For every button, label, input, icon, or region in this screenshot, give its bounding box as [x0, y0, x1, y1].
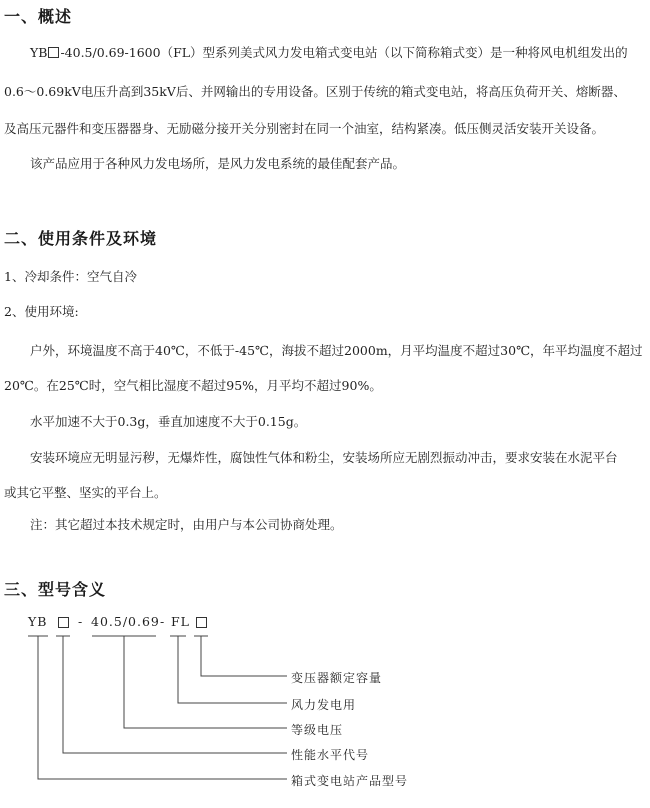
section-heading-conditions: 二、使用条件及环境	[4, 229, 158, 248]
code-fl: FL	[171, 614, 190, 629]
leader-yb	[38, 636, 287, 779]
model-prefix: YB	[30, 45, 48, 60]
overview-paragraph-line-2: 0.6～0.69kV电压升高到35kV后、并网输出的专用设备。区别于传统的箱式变电站，将高压负荷开关、熔断器、	[4, 84, 626, 99]
label-capacity: 变压器额定容量	[291, 671, 383, 685]
install-line-1: 安装环境应无明显污秽，无爆炸性，腐蚀性气体和粉尘，安装场所应无剧烈振动冲击，要求安装在水泥平台	[30, 450, 618, 465]
leader-fl	[178, 636, 287, 703]
cooling-condition: 1、冷却条件：空气自冷	[4, 269, 137, 284]
install-line-2: 或其它平整、坚实的平台上。	[4, 485, 167, 500]
label-performance-code: 性能水平代号	[291, 748, 370, 762]
environment-line-2: 20℃。在25℃时，空气相比湿度不超过95%，月平均不超过90%。	[4, 378, 382, 393]
section-heading-overview: 一、概述	[4, 7, 73, 26]
leader-voltage	[124, 636, 287, 728]
section-heading-model: 三、型号含义	[4, 580, 107, 599]
overview-paragraph-line-3: 及高压元器件和变压器器身、无励磁分接开关分别密封在同一个油室，结构紧凑。低压侧灵活安装开关设备。	[4, 121, 605, 136]
label-wind-power: 风力发电用	[291, 698, 357, 712]
code-yb: YB	[28, 614, 48, 629]
environment-line-1: 户外，环境温度不高于40℃，不低于-45℃，海拔不超过2000m，月平均温度不超过30℃，年平均温度不超过	[30, 343, 643, 358]
note: 注：其它超过本技术规定时，由用户与本公司协商处理。	[30, 517, 343, 532]
label-product-model: 箱式变电站产品型号	[291, 774, 409, 788]
overview-line-1-text: -40.5/0.69-1600（FL）型系列美式风力发电箱式变电站（以下简称箱式变）是一种将风电机组发出的	[60, 45, 628, 60]
label-voltage-class: 等级电压	[291, 723, 344, 737]
environment-title: 2、使用环境:	[4, 304, 79, 319]
leader-capacity	[201, 636, 287, 676]
overview-paragraph-2: 该产品应用于各种风力发电场所，是风力发电系统的最佳配套产品。	[30, 156, 406, 171]
code-voltage: 40.5/0.69	[91, 614, 160, 629]
acceleration-spec: 水平加速不大于0.3g，垂直加速度不大于0.15g。	[30, 414, 307, 429]
code-dash-2: -	[160, 614, 166, 629]
leader-performance	[63, 636, 287, 753]
code-dash-1: -	[78, 614, 84, 629]
